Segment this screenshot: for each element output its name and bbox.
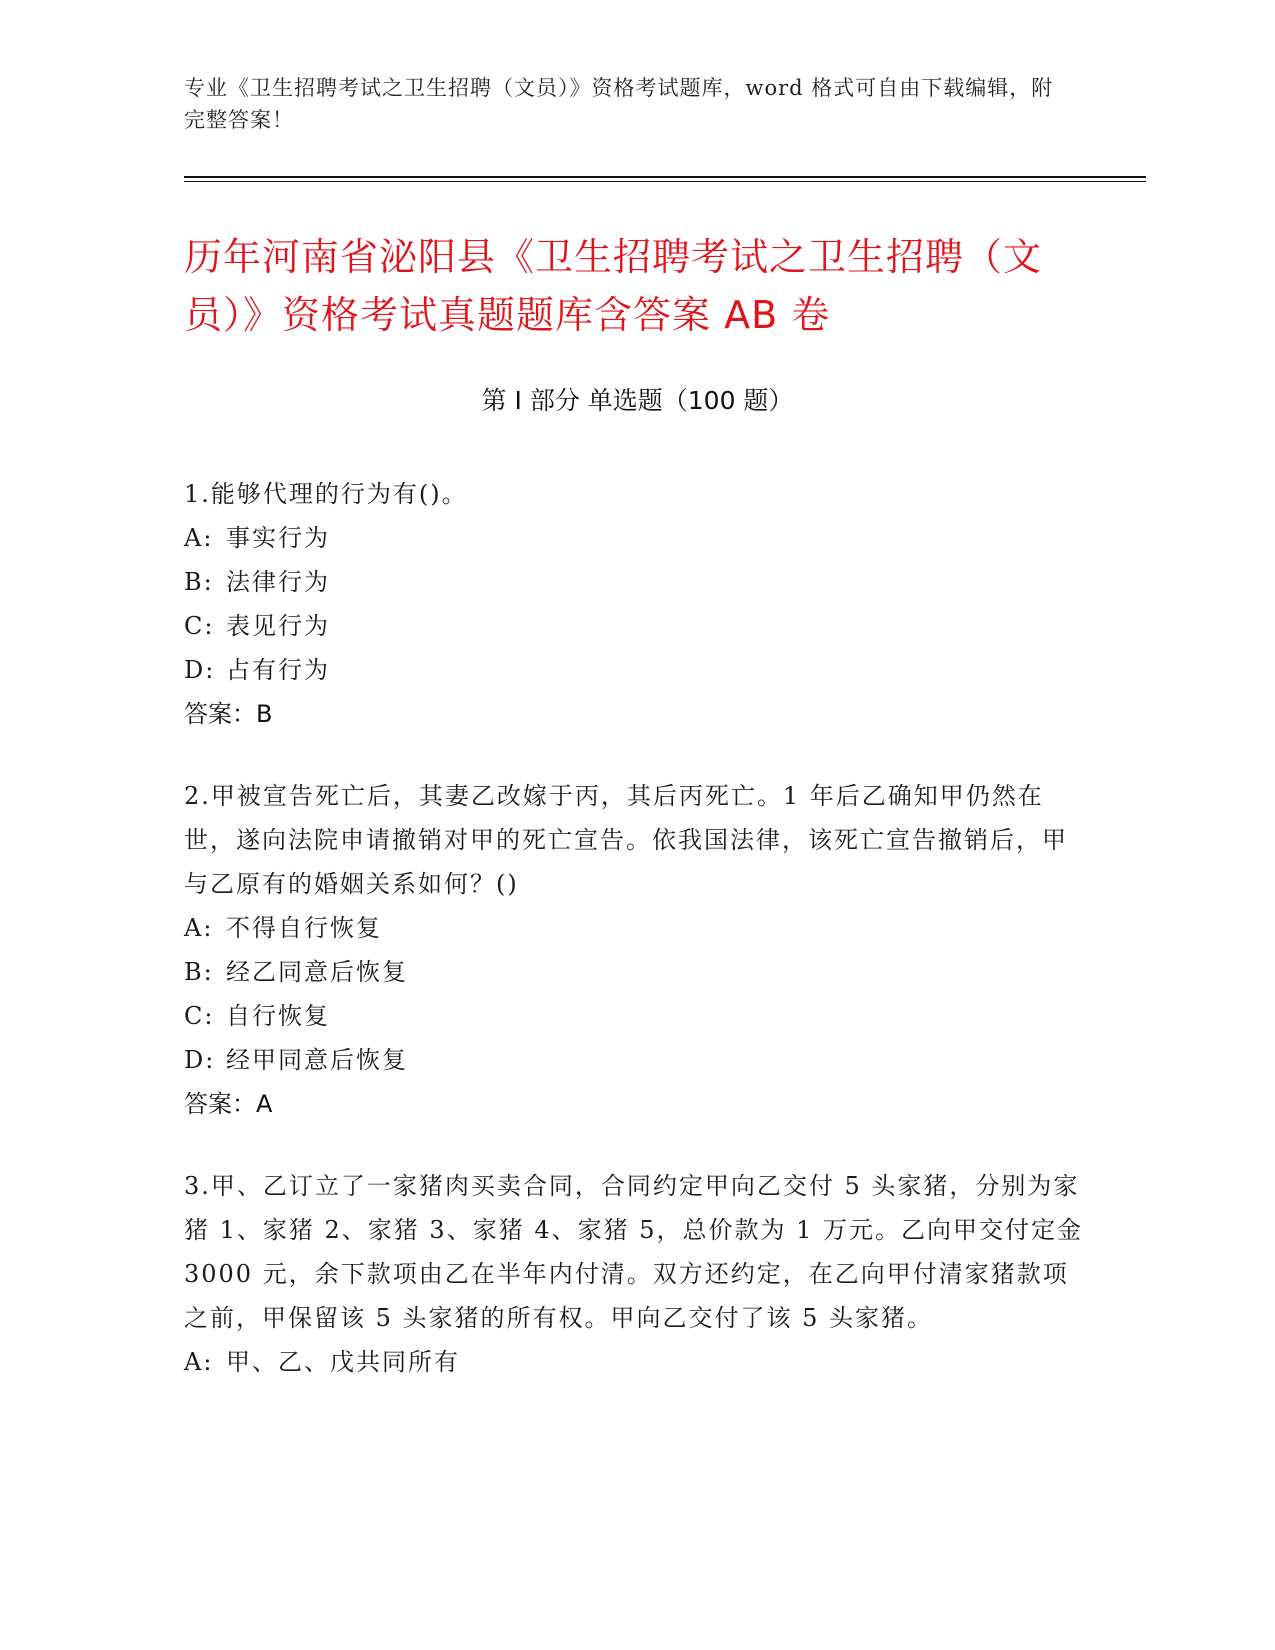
option-letter: C:	[184, 1002, 215, 1030]
option-text: 占有行为	[226, 656, 330, 684]
option-text: 经乙同意后恢复	[226, 958, 408, 986]
option-a	[184, 1340, 1084, 1384]
option-letter: A:	[184, 914, 214, 942]
option-text: 自行恢复	[226, 1002, 330, 1030]
option-letter: D:	[184, 656, 216, 684]
option-letter: B:	[184, 958, 214, 986]
option-d	[184, 1038, 1084, 1082]
section-title: 第 I 部分 单选题（100 题）	[481, 386, 794, 415]
question-answer: 答案：A	[184, 1090, 273, 1118]
option-d	[184, 648, 1084, 692]
option-c	[184, 604, 1084, 648]
document-title: 历年河南省泌阳县《卫生招聘考试之卫生招聘（文员）》资格考试真题题库含答案 AB 卷	[184, 235, 1043, 337]
option-letter: D:	[184, 1046, 216, 1074]
option-text: 经甲同意后恢复	[226, 1046, 408, 1074]
option-text: 事实行为	[226, 524, 330, 552]
option-b	[184, 950, 1084, 994]
option-text: 甲、乙、戊共同所有	[226, 1348, 460, 1376]
option-letter: B:	[184, 568, 214, 596]
header-rule-thin	[184, 181, 1146, 182]
question-stem: 1.能够代理的行为有()。	[184, 480, 468, 508]
header-note: 专业《卫生招聘考试之卫生招聘（文员）》资格考试题库，word 格式可自由下载编辑，附完整答案！	[184, 76, 1054, 132]
option-text: 不得自行恢复	[226, 914, 382, 942]
option-b	[184, 560, 1084, 604]
question-3	[184, 1164, 1084, 1384]
option-text: 法律行为	[226, 568, 330, 596]
option-letter: A:	[184, 1348, 214, 1376]
question-list	[184, 472, 1084, 1422]
question-answer: 答案：B	[184, 700, 273, 728]
question-2	[184, 774, 1084, 1126]
question-stem: 3.甲、乙订立了一家猪肉买卖合同，合同约定甲向乙交付 5 头家猪，分别为家猪 1、家猪 2、家猪 3、家猪 4、家猪 5，总价款为 1 万元。乙向甲交付定金 3000 元，余下款项由乙在半年内付清。双方还约定，在乙向甲付清家猪款项之前，甲保留该 5 头家猪的所有权。甲向乙交付了该 5 头家猪。	[184, 1172, 1084, 1332]
question-1	[184, 472, 1084, 736]
option-letter: C:	[184, 612, 215, 640]
option-text: 表见行为	[226, 612, 330, 640]
question-stem: 2.甲被宣告死亡后，其妻乙改嫁于丙，其后丙死亡。1 年后乙确知甲仍然在世，遂向法院申请撤销对甲的死亡宣告。依我国法律，该死亡宣告撤销后，甲与乙原有的婚姻关系如何？()	[184, 782, 1068, 898]
option-c	[184, 994, 1084, 1038]
header-rule-thick	[184, 176, 1146, 178]
option-letter: A:	[184, 524, 214, 552]
option-a	[184, 516, 1084, 560]
option-a	[184, 906, 1084, 950]
